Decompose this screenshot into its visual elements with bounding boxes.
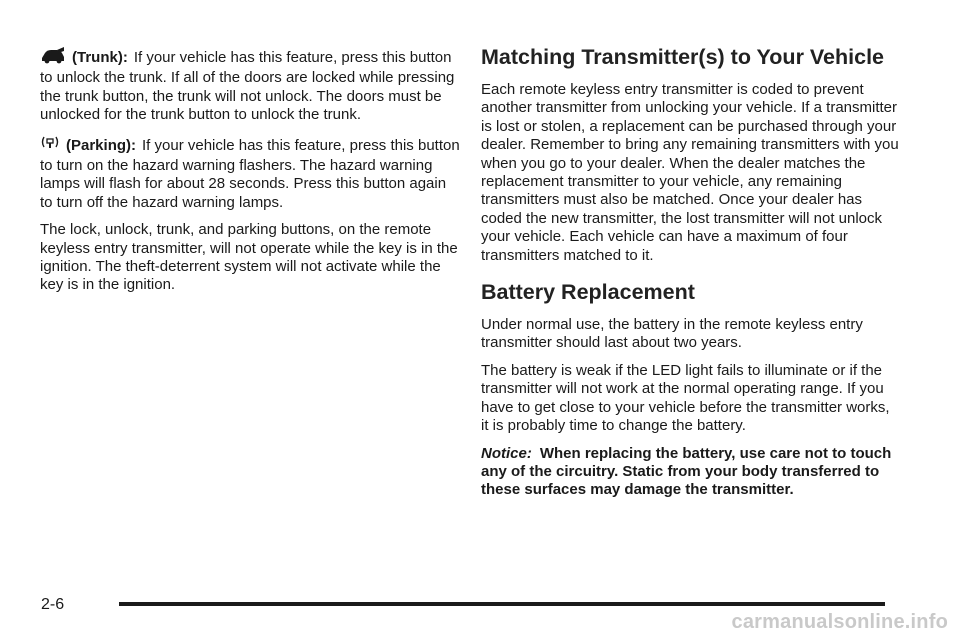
matching-body: Each remote keyless entry transmitter is coded to prevent another transmitter from unlocking your vehicle. If a transmitter is lost or stolen, a replacement can be purchased through your dealer. Remember to bring any remaining transmitters with you when you go to your dealer. When the dealer matches the replacement transmitter to your vehicle, any remaining transmitters must also be matched. Once your dealer has coded the new transmitter, the lost transmitter will not unlock your vehicle. Each vehicle can have a maximum of four transmitters matched to it. bbox=[481, 81, 899, 264]
trunk-text: If your vehicle has this feature, press this button to unlock the trunk. If all of the doors are locked while pressing the trunk button, the trunk will not unlock. The doors must be unlocked for the trunk button to unlock the trunk. bbox=[40, 49, 455, 124]
notice-paragraph bbox=[481, 445, 901, 500]
trunk-label: (Trunk): bbox=[72, 49, 128, 66]
parking-label: (Parking): bbox=[66, 136, 137, 154]
page-number: 2-6 bbox=[41, 596, 65, 613]
notice-text: When replacing the battery, use care not to touch any of the circuitry. Static from your body transferred to these surfaces may damage the transmitter. bbox=[481, 444, 892, 499]
matching-heading: Matching Transmitter(s) to Your Vehicle bbox=[481, 45, 885, 69]
buttons-note: The lock, unlock, trunk, and parking buttons, on the remote keyless entry transmitter, will not operate while the key is in the ignition. The theft-deterrent system will not activate while the key is in the ignition. bbox=[40, 221, 458, 294]
battery-heading: Battery Replacement bbox=[481, 280, 695, 305]
notice-label: Notice: bbox=[481, 444, 532, 462]
footer-rule bbox=[119, 602, 885, 606]
trunk-paragraph bbox=[40, 46, 460, 125]
watermark: carmanualsonline.info bbox=[731, 611, 948, 633]
right-column bbox=[481, 44, 901, 509]
battery-paragraph-2: The battery is weak if the LED light fails to illuminate or if the transmitter will not work at the normal operating range. If you have to get close to your vehicle before the transmitter works, it is probably time to change the battery. bbox=[481, 361, 890, 435]
battery-paragraph-1: Under normal use, the battery in the remote keyless entry transmitter should last about two years. bbox=[481, 316, 863, 352]
left-column bbox=[40, 46, 460, 304]
parking-paragraph bbox=[40, 134, 460, 213]
parking-text: If your vehicle has this feature, press this button to turn on the hazard warning flashers. The hazard warning lamps will flash for about 28 seconds. Press this button again to turn off the hazard warning lamps. bbox=[40, 136, 460, 211]
car-trunk-icon bbox=[40, 46, 66, 69]
horn-signal-icon bbox=[40, 134, 60, 157]
